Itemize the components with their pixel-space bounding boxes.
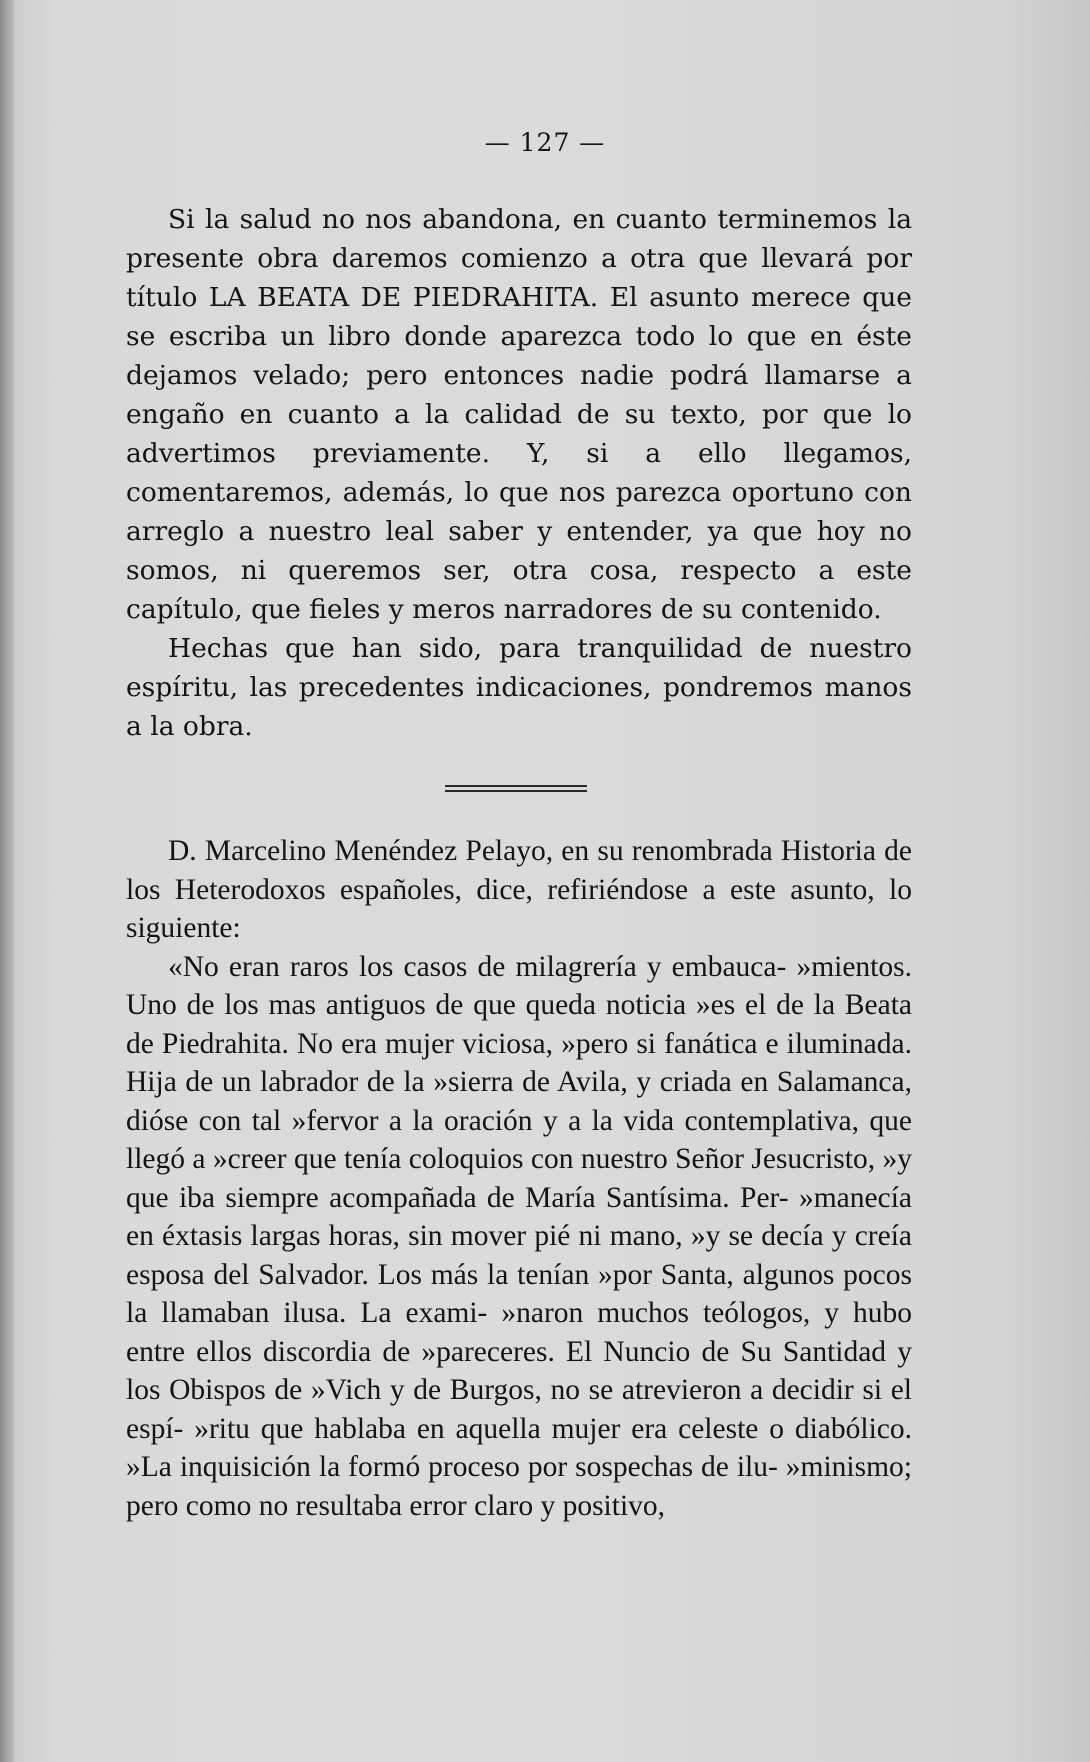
paragraph-begin-work: Hechas que han sido, para tranquilidad de nuestro espíritu, las precedentes indicaciones, pondremos manos a la obra. [126,633,912,742]
page-number: — 127 — [484,128,606,157]
citation-text-block [126,832,912,1525]
intro-text-block [126,200,912,746]
section-divider [445,785,587,792]
quotation-beata-de-piedrahita: «No eran raros los casos de milagrería y embauca- »mientos. Uno de los mas antiguos de que queda noticia »es el de la Beata de Piedrahita. No era mujer viciosa, »pero si fanática e iluminada. Hija de un labrador de la »sierra de Avila, y criada en Salamanca, dióse con tal »fervor a la oración y a la vida contemplativa, que llegó a »creer que tenía coloquios con nuestro Señor Jesucristo, »y que iba siempre acompañada de María Santísima. Per- »manecía en éxtasis largas horas, sin mover pié ni mano, »y se decía y creía esposa del Salvador. Los más la tenían »por Santa, algunos pocos la llamaban ilusa. La exami- »naron muchos teólogos, y hubo entre ellos discordia de »pareceres. El Nuncio de Su Santidad y los Obispos de »Vich y de Burgos, no se atrevieron a decidir si el espí- »ritu que hablaba en aquella mujer era celeste o diabólico. »La inquisición la formó proceso por sospechas de ilu- »minismo; pero como no resultaba error claro y positivo, [126,950,912,1522]
paragraph-menendez-pelayo: D. Marcelino Menéndez Pelayo, en su renombrada Historia de los Heterodoxos españoles, dice, refiriéndose a este asunto, lo siguiente: [126,835,912,944]
binding-shadow [0,0,14,1762]
paragraph-next-work: Si la salud no nos abandona, en cuanto terminemos la presente obra daremos comienzo a otra que llevará por título LA BEATA DE PIEDRAHITA. El asunto merece que se escriba un libro donde aparezca todo lo que en éste dejamos velado; pero entonces nadie podrá llamarse a engaño en cuanto a la calidad de su texto, por que lo advertimos previamente. Y, si a ello llegamos, comentaremos, además, lo que nos parezca oportuno con arreglo a nuestro leal saber y entender, ya que hoy no somos, ni queremos ser, otra cosa, respecto a este capítulo, que fieles y meros narradores de su contenido. [126,204,912,625]
